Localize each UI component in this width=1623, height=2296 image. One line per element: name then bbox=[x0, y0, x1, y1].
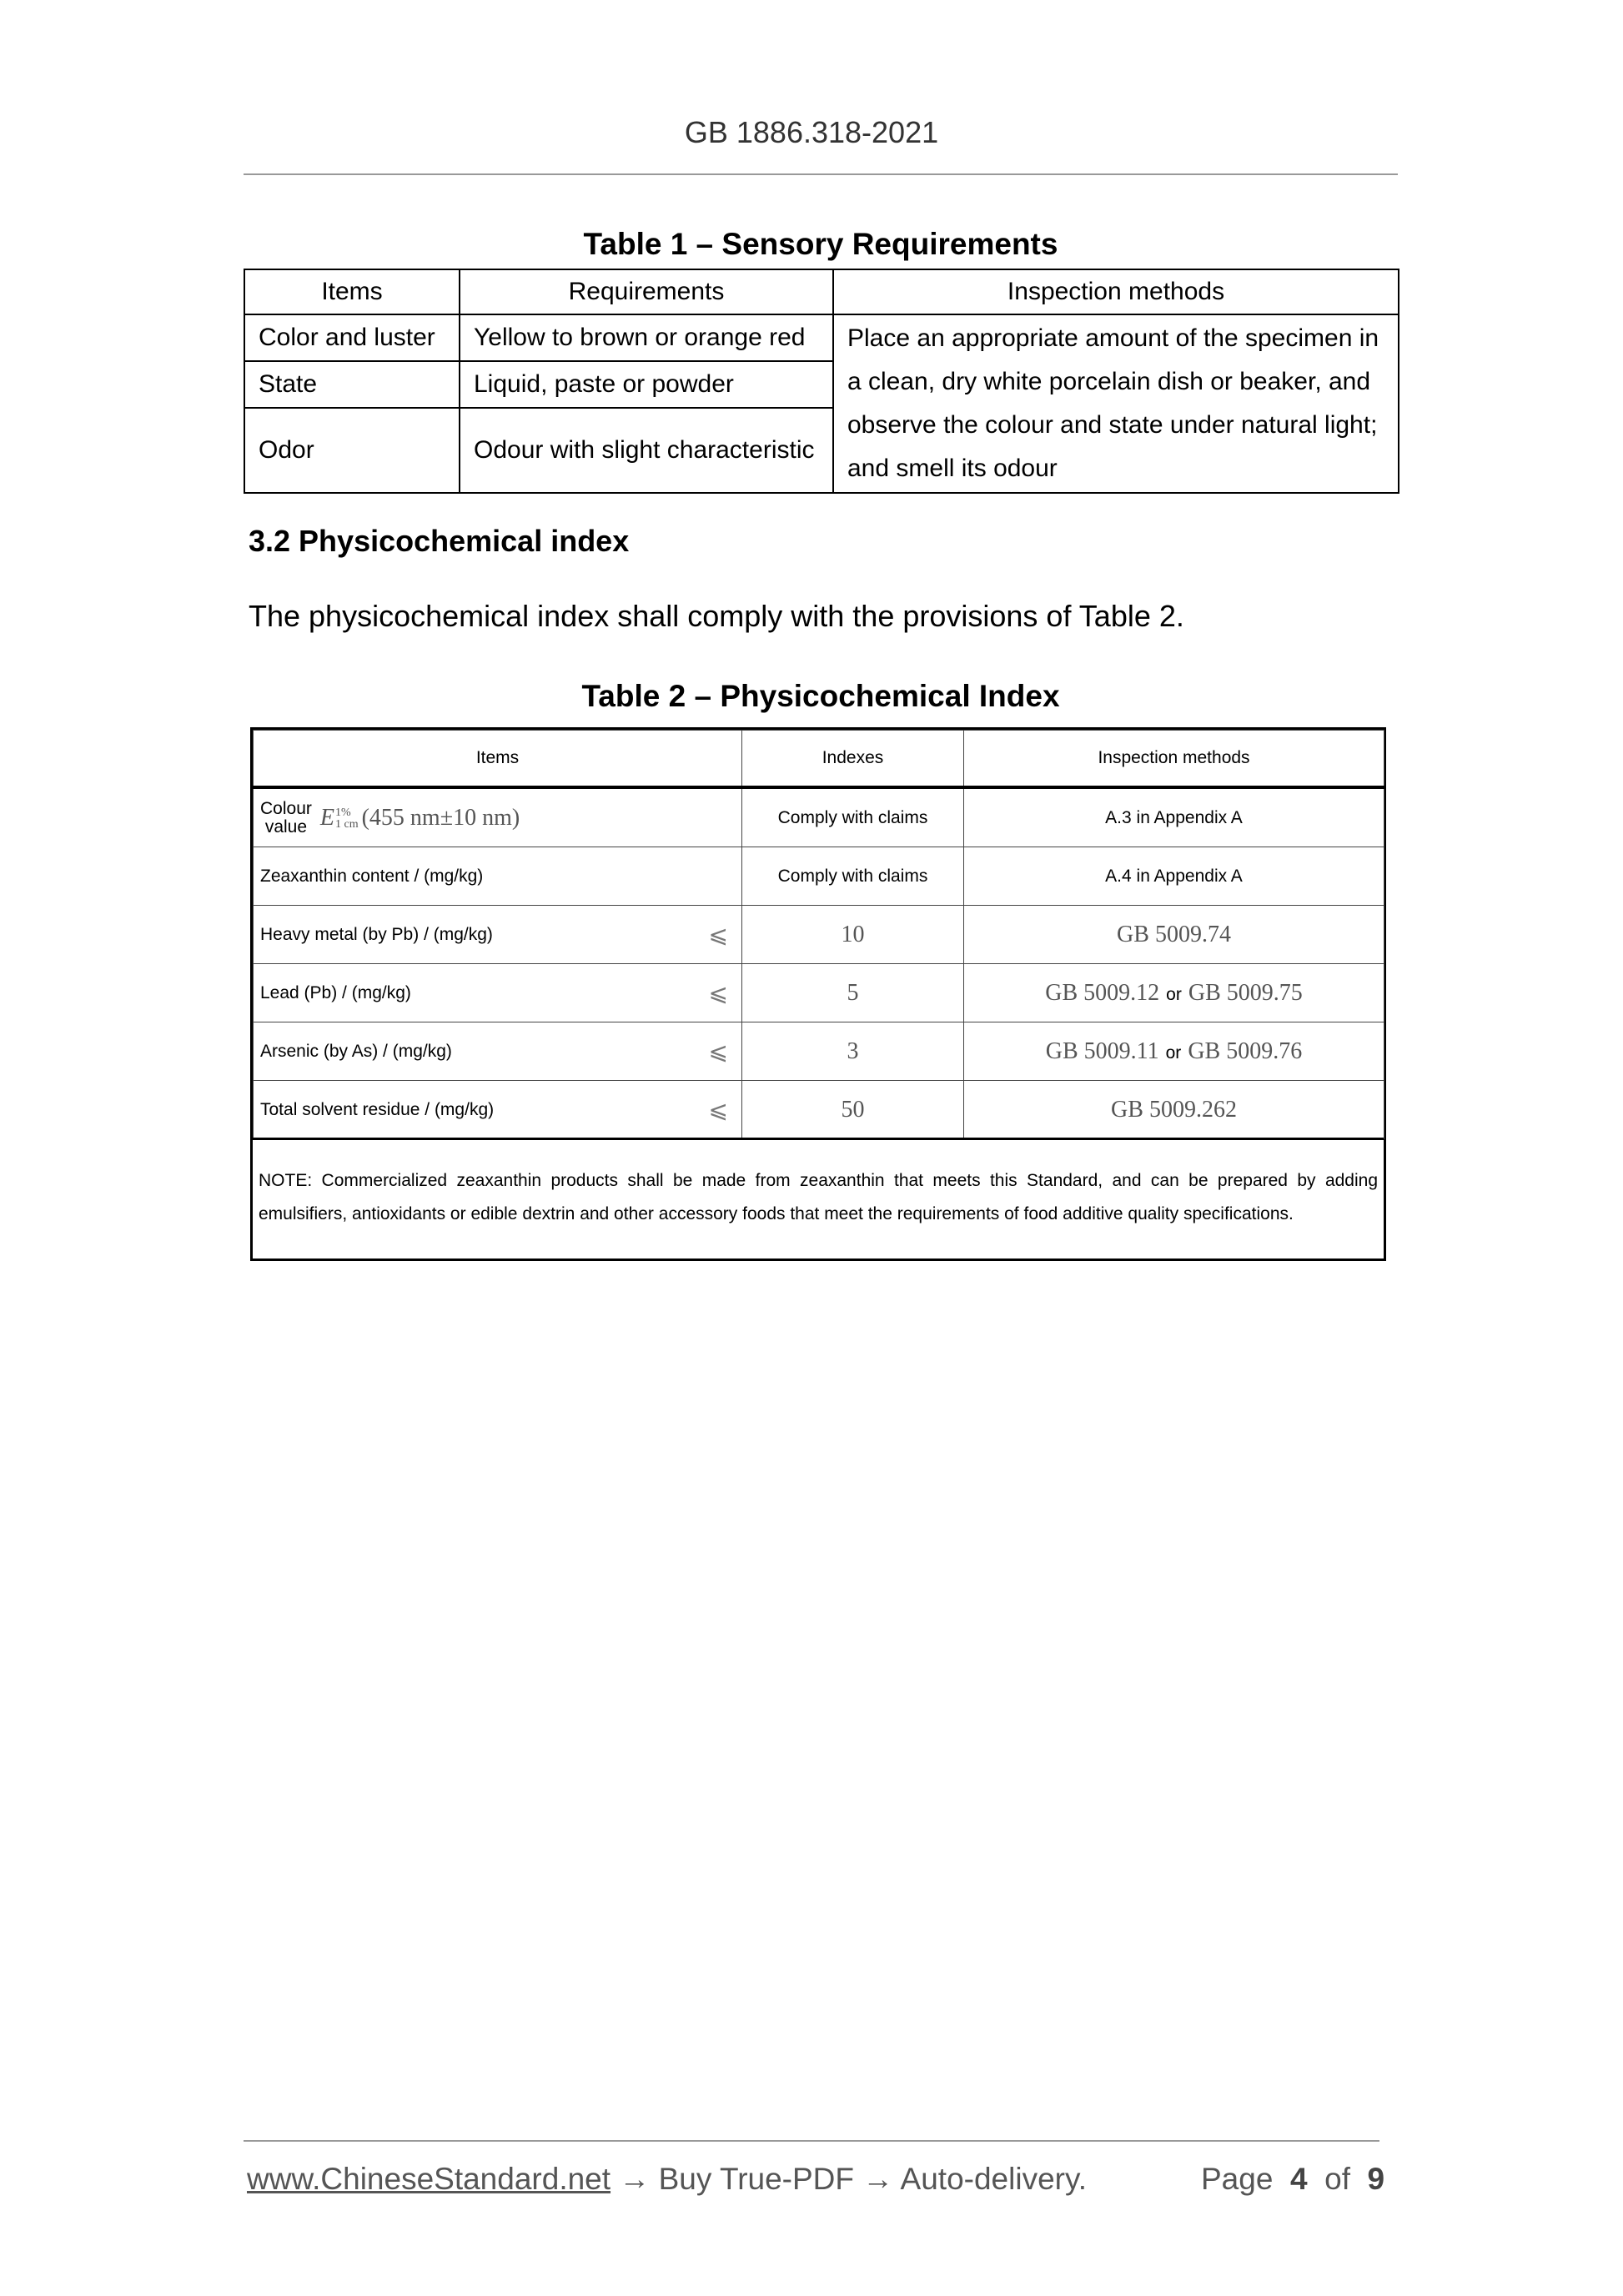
section-heading: 3.2 Physicochemical index bbox=[249, 524, 630, 558]
method-line: a clean, dry white porcelain dish or beaker, and bbox=[847, 368, 1371, 395]
method-standard: GB 5009.75 bbox=[1188, 979, 1303, 1006]
physicochemical-index-table bbox=[253, 730, 1384, 1139]
buy-text: Buy True-PDF bbox=[658, 2162, 855, 2196]
zeaxanthin-item: Zeaxanthin content / (mg/kg) bbox=[254, 847, 742, 906]
limit-symbol: ⩽ bbox=[708, 1096, 728, 1123]
page-word: Page bbox=[1201, 2162, 1274, 2196]
table2-header-methods: Inspection methods bbox=[964, 731, 1384, 788]
document-code: GB 1886.318-2021 bbox=[684, 115, 939, 149]
limit-symbol: ⩽ bbox=[708, 979, 728, 1007]
limit-symbol: ⩽ bbox=[708, 1037, 728, 1065]
limit-index: 10 bbox=[742, 906, 964, 964]
colour-label-line1: Colour bbox=[260, 798, 312, 818]
table1-req-color: Yellow to brown or orange red bbox=[460, 314, 833, 361]
limit-item-label: Heavy metal (by Pb) / (mg/kg) bbox=[260, 924, 493, 944]
table1-req-state: Liquid, paste or powder bbox=[460, 361, 833, 408]
method-standard: GB 5009.12 bbox=[1045, 979, 1160, 1006]
page-number: 4 bbox=[1289, 2162, 1308, 2196]
method-standard: GB 5009.262 bbox=[1111, 1096, 1237, 1123]
limit-method bbox=[964, 964, 1384, 1022]
website-link[interactable]: www.ChineseStandard.net bbox=[247, 2162, 611, 2196]
table1-title: Table 1 – Sensory Requirements bbox=[583, 227, 1058, 261]
method-standard: GB 5009.11 bbox=[1045, 1037, 1159, 1064]
limit-method bbox=[964, 1081, 1384, 1139]
limit-symbol: ⩽ bbox=[708, 921, 728, 948]
table-row-solvent bbox=[254, 1081, 742, 1139]
table1-inspection-method bbox=[833, 314, 1399, 493]
zeaxanthin-method: A.4 in Appendix A bbox=[964, 847, 1384, 906]
limit-item-label: Total solvent residue / (mg/kg) bbox=[260, 1099, 495, 1119]
table2-header-indexes: Indexes bbox=[742, 731, 964, 788]
table2-header-items: Items bbox=[254, 731, 742, 788]
absorbance-formula bbox=[320, 805, 520, 831]
limit-item-label: Lead (Pb) / (mg/kg) bbox=[260, 982, 411, 1002]
limit-index: 5 bbox=[742, 964, 964, 1022]
or-word: or bbox=[1165, 1042, 1182, 1063]
table1-header-requirements: Requirements bbox=[460, 269, 833, 314]
note-divider bbox=[253, 1138, 1384, 1140]
colour-value-index: Comply with claims bbox=[742, 787, 964, 847]
method-standard: GB 5009.76 bbox=[1188, 1037, 1303, 1064]
arrow-icon: → bbox=[619, 2162, 651, 2196]
table1-item-state: State bbox=[244, 361, 460, 408]
table2-note: NOTE: Commercialized zeaxanthin products shall be made from zeaxanthin that meets this Standard, and can be prepared by adding emulsifiers, antioxidants or edible dextrin and other accessory foods that meet the requirements of food additive quality specifications. bbox=[259, 1171, 1378, 1223]
limit-index: 3 bbox=[742, 1022, 964, 1081]
formula-symbol: E bbox=[319, 804, 334, 831]
table-row-lead bbox=[254, 964, 742, 1022]
zeaxanthin-index: Comply with claims bbox=[742, 847, 964, 906]
table1-item-odor: Odor bbox=[244, 408, 460, 493]
footer-divider bbox=[244, 2140, 1379, 2142]
table-row-heavy-metal bbox=[254, 906, 742, 964]
delivery-text: Auto-delivery. bbox=[900, 2162, 1088, 2196]
table1-header-items: Items bbox=[244, 269, 460, 314]
limit-item-label: Arsenic (by As) / (mg/kg) bbox=[260, 1041, 452, 1061]
colour-value-label bbox=[260, 800, 312, 837]
table1-item-color: Color and luster bbox=[244, 314, 460, 361]
limit-index: 50 bbox=[742, 1081, 964, 1139]
limit-method bbox=[964, 906, 1384, 964]
method-line: observe the colour and state under natural light; bbox=[847, 411, 1378, 439]
sensory-requirements-table bbox=[244, 269, 1399, 494]
method-standard: GB 5009.74 bbox=[1117, 921, 1231, 947]
colour-value-item bbox=[254, 787, 742, 847]
colour-value-method: A.3 in Appendix A bbox=[964, 787, 1384, 847]
page-indicator bbox=[1201, 2162, 1384, 2197]
header-divider bbox=[244, 173, 1398, 175]
of-word: of bbox=[1324, 2162, 1350, 2196]
table-row-arsenic bbox=[254, 1022, 742, 1081]
section-text: The physicochemical index shall comply with the provisions of Table 2. bbox=[249, 599, 1184, 633]
arrow-icon: → bbox=[862, 2162, 894, 2196]
table2-title: Table 2 – Physicochemical Index bbox=[581, 679, 1060, 713]
formula-sup: 1% bbox=[334, 806, 351, 820]
or-word: or bbox=[1166, 984, 1182, 1004]
footer-promo bbox=[247, 2162, 1087, 2197]
formula-range: (455 nm±10 nm) bbox=[361, 804, 520, 831]
limit-method bbox=[964, 1022, 1384, 1081]
method-line: and smell its odour bbox=[847, 455, 1058, 482]
table1-header-methods: Inspection methods bbox=[833, 269, 1399, 314]
table1-req-odor: Odour with slight characteristic bbox=[460, 408, 833, 493]
formula-sub: 1 cm bbox=[334, 818, 359, 831]
colour-label-line2: value bbox=[264, 816, 308, 837]
page-total: 9 bbox=[1367, 2162, 1385, 2196]
method-line: Place an appropriate amount of the specimen in bbox=[847, 324, 1379, 352]
